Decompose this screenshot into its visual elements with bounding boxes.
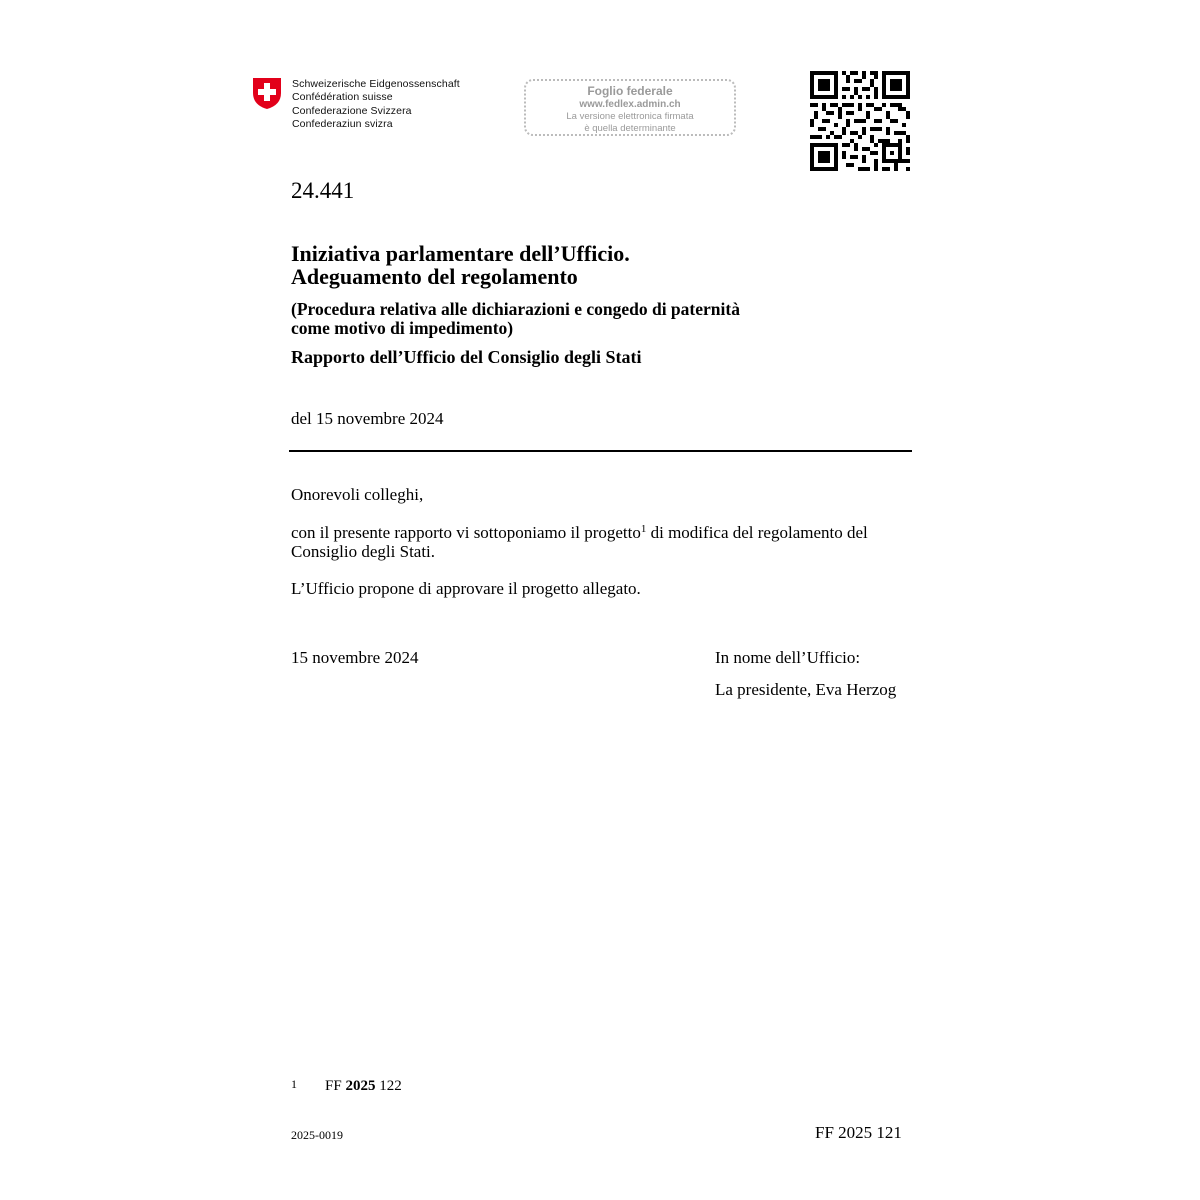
confederation-name-fr: Confédération suisse <box>292 91 393 104</box>
document-title-line2: Adeguamento del regolamento <box>291 264 578 289</box>
document-title-line1: Iniziativa parlamentare dell’Ufficio. <box>291 241 630 266</box>
confederation-name-de: Schweizerische Eidgenossenschaft <box>292 78 460 90</box>
body-paragraph-1-text-cont: di modifica del regolamento del <box>646 523 868 542</box>
report-title: Rapporto dell’Ufficio del Consiglio degli Stati <box>291 347 642 367</box>
footnote-year: 2025 <box>345 1078 376 1094</box>
stamp-note-line1: La versione elettronica firmata <box>566 111 694 122</box>
signature-signer: La presidente, Eva Herzog <box>715 680 897 699</box>
signature-on-behalf: In nome dell’Ufficio: <box>715 648 861 667</box>
stamp-url: www.fedlex.admin.ch <box>579 99 681 110</box>
footnote-text <box>325 1078 402 1095</box>
document-date: del 15 novembre 2024 <box>291 409 444 428</box>
confederation-name-it: Confederazione Svizzera <box>292 104 412 117</box>
document-subtitle-line1: (Procedura relativa alle dichiarazioni e congedo di paternità <box>291 299 740 319</box>
stamp-note-line2: è quella determinante <box>584 122 676 134</box>
document-subtitle-line2: come motivo di impedimento) <box>291 318 514 338</box>
footnote-number: 1 <box>291 1077 297 1091</box>
page-reference: FF 2025 121 <box>815 1123 902 1142</box>
swiss-cross-icon <box>252 77 282 110</box>
confederation-name-rm: Confederaziun svizra <box>292 118 393 131</box>
title-divider <box>289 450 912 452</box>
footnote-page: 122 <box>375 1078 402 1094</box>
document-subtitle <box>291 300 740 338</box>
document-number: 24.441 <box>291 178 355 203</box>
document-title <box>291 242 630 288</box>
qr-code-icon <box>810 71 910 171</box>
body-paragraph-1-line1 <box>291 524 868 543</box>
signature-date: 15 novembre 2024 <box>291 648 419 667</box>
salutation: Onorevoli colleghi, <box>291 485 424 504</box>
body-paragraph-2: L’Ufficio propone di approvare il progetto allegato. <box>291 579 641 598</box>
stamp-title: Foglio federale <box>587 84 673 98</box>
body-paragraph-1-line2: Consiglio degli Stati. <box>291 541 436 561</box>
footnote-reference[interactable]: 1 <box>640 523 647 535</box>
document-id: 2025-0019 <box>291 1128 343 1142</box>
federal-gazette-stamp <box>524 79 736 136</box>
body-paragraph-1-text: con il presente rapporto vi sottoponiamo il progetto <box>291 523 641 542</box>
body-paragraph-1 <box>291 524 868 561</box>
confederation-names <box>292 78 460 132</box>
footnote-prefix: FF <box>325 1078 346 1094</box>
